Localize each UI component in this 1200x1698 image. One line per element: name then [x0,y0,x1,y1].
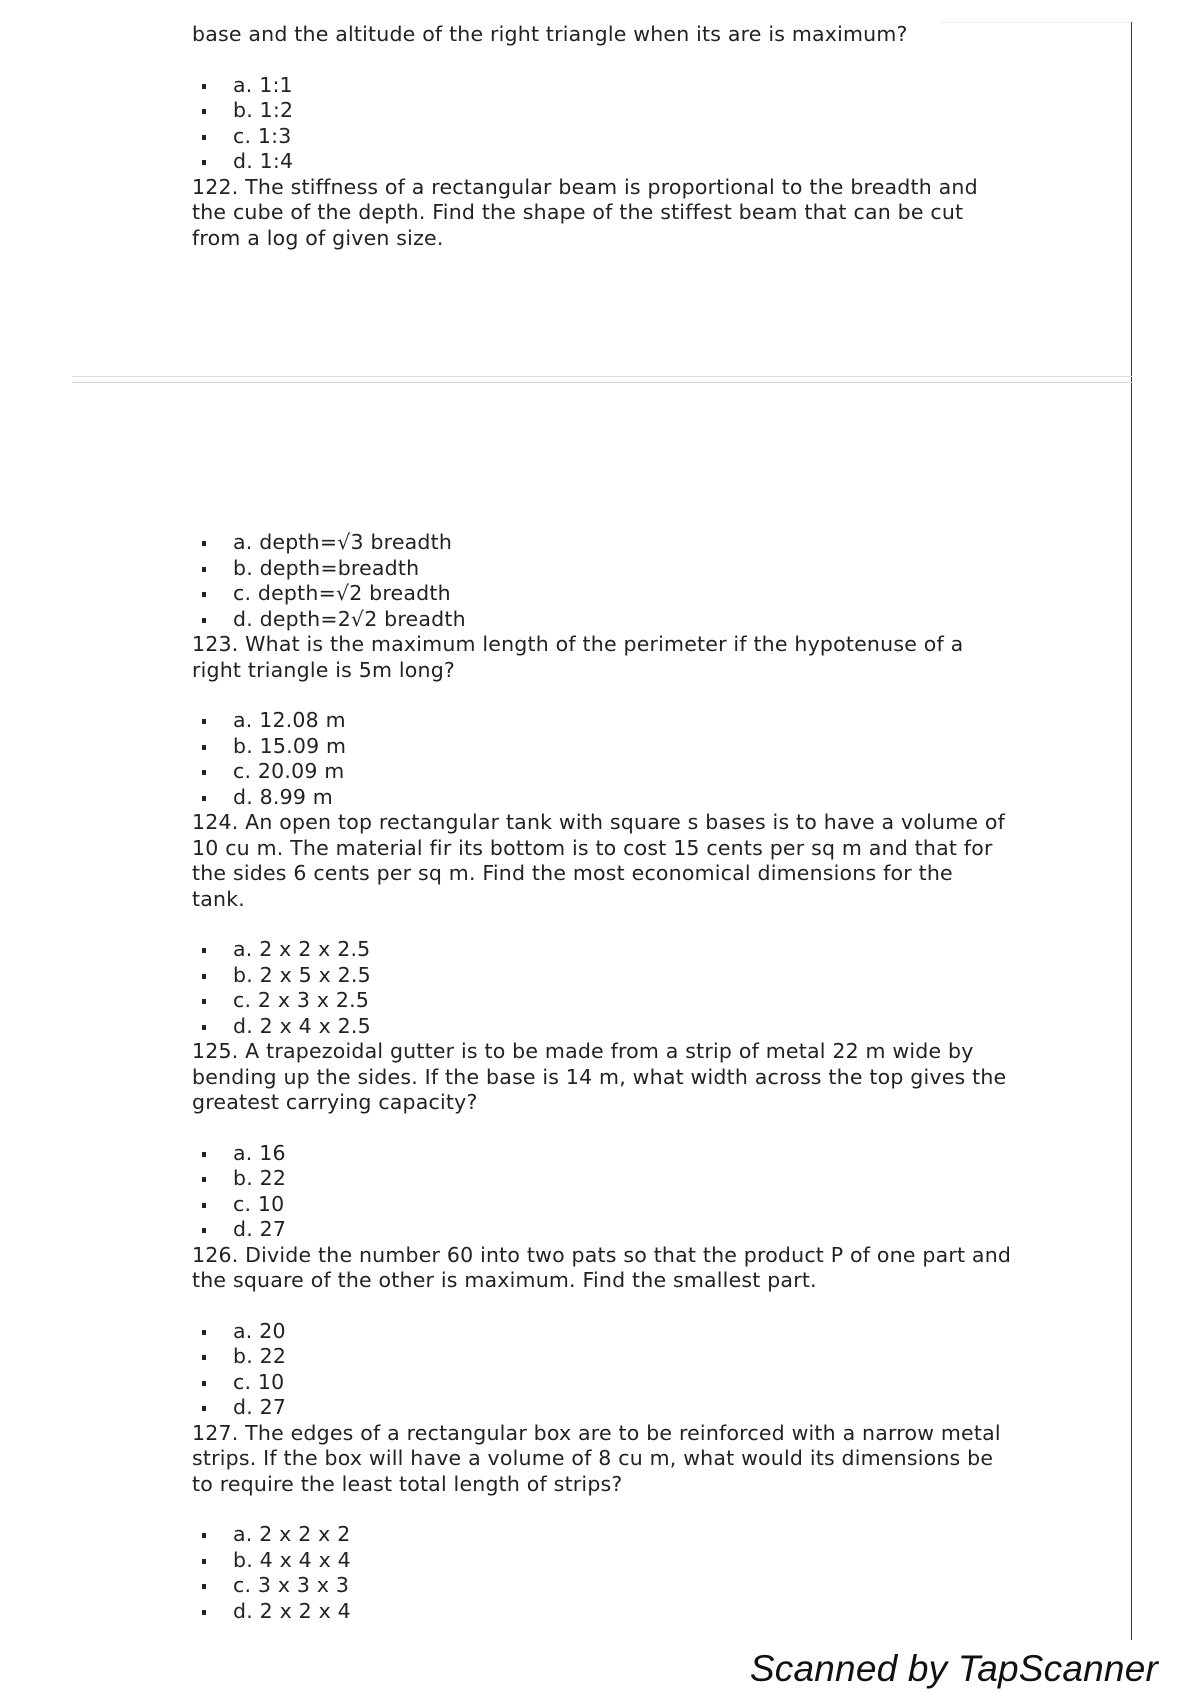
question-125-stem: 125. A trapezoidal gutter is to be made from a strip of metal 22 m wide by bending up the sides. If the base is 14 m, what width across the top gives the greatest carrying capacity? [192,1039,1007,1114]
blank-scan-region [192,251,1012,530]
option-d: d. 8.99 m [192,785,1012,811]
question-122 [192,175,1012,633]
question-127-options [192,1522,1012,1624]
option-d: d. depth=2√2 breadth [192,607,1012,633]
question-121-stem: base and the altitude of the right triangle when its are is maximum? [192,22,908,46]
spacer [192,912,1012,937]
option-d: d. 27 [192,1217,1012,1243]
option-a: a. 2 x 2 x 2 [192,1522,1012,1548]
question-126-stem: 126. Divide the number 60 into two pats so that the product P of one part and the square of the other is maximum. Find the smallest part. [192,1242,1012,1292]
page-fold-line [72,376,1132,377]
option-b: b. 22 [192,1344,1012,1370]
option-a: a. depth=√3 breadth [192,530,1012,556]
option-c: c. 20.09 m [192,759,1012,785]
option-d: d. 27 [192,1395,1012,1421]
scanner-watermark: Scanned by TapScanner [749,1648,1158,1689]
option-d: d. 2 x 2 x 4 [192,1599,1012,1625]
option-c: c. depth=√2 breadth [192,581,1012,607]
option-b: b. 22 [192,1166,1012,1192]
option-b: b. 15.09 m [192,734,1012,760]
question-124-options [192,937,1012,1039]
question-121 [192,22,1012,175]
option-a: a. 12.08 m [192,708,1012,734]
spacer [192,48,1012,73]
question-125-options [192,1141,1012,1243]
option-a: a. 2 x 2 x 2.5 [192,937,1012,963]
question-126 [192,1243,1012,1421]
question-125 [192,1039,1012,1243]
spacer [192,1497,1012,1522]
question-122-options [192,530,1012,632]
option-a: a. 1:1 [192,73,1012,99]
option-c: c. 1:3 [192,124,1012,150]
option-a: a. 20 [192,1319,1012,1345]
document-body [192,22,1012,1624]
page-fold-line [72,382,1132,383]
option-b: b. depth=breadth [192,556,1012,582]
spacer [192,1116,1012,1141]
question-127 [192,1421,1012,1625]
spacer [192,683,1012,708]
option-b: b. 1:2 [192,98,1012,124]
option-c: c. 10 [192,1192,1012,1218]
option-d: d. 1:4 [192,149,1012,175]
question-126-options [192,1319,1012,1421]
question-123 [192,632,1012,810]
question-122-stem: 122. The stiffness of a rectangular beam is proportional to the breadth and the cube of the depth. Find the shape of the stiffest beam that can be cut from a log of given size. [192,174,978,250]
question-124 [192,810,1012,1039]
option-b: b. 2 x 5 x 2.5 [192,963,1012,989]
question-123-stem: 123. What is the maximum length of the perimeter if the hypotenuse of a right triangle is 5m long? [192,632,964,682]
option-c: c. 3 x 3 x 3 [192,1573,1012,1599]
right-margin-rule [1131,22,1132,1640]
option-b: b. 4 x 4 x 4 [192,1548,1012,1574]
option-d: d. 2 x 4 x 2.5 [192,1014,1012,1040]
option-c: c. 10 [192,1370,1012,1396]
question-123-options [192,708,1012,810]
question-121-options [192,73,1012,175]
option-c: c. 2 x 3 x 2.5 [192,988,1012,1014]
question-127-stem: 127. The edges of a rectangular box are to be reinforced with a narrow metal strips. If the box will have a volume of 8 cu m, what would its dimensions be to require the least total length of strips? [192,1420,1001,1496]
option-a: a. 16 [192,1141,1012,1167]
question-124-stem: 124. An open top rectangular tank with square s bases is to have a volume of 10 cu m. The material fir its bottom is to cost 15 cents per sq m and that for the sides 6 cents per sq m. Find the most economical dimensions for the tank. [192,810,1006,911]
spacer [192,1294,1012,1319]
